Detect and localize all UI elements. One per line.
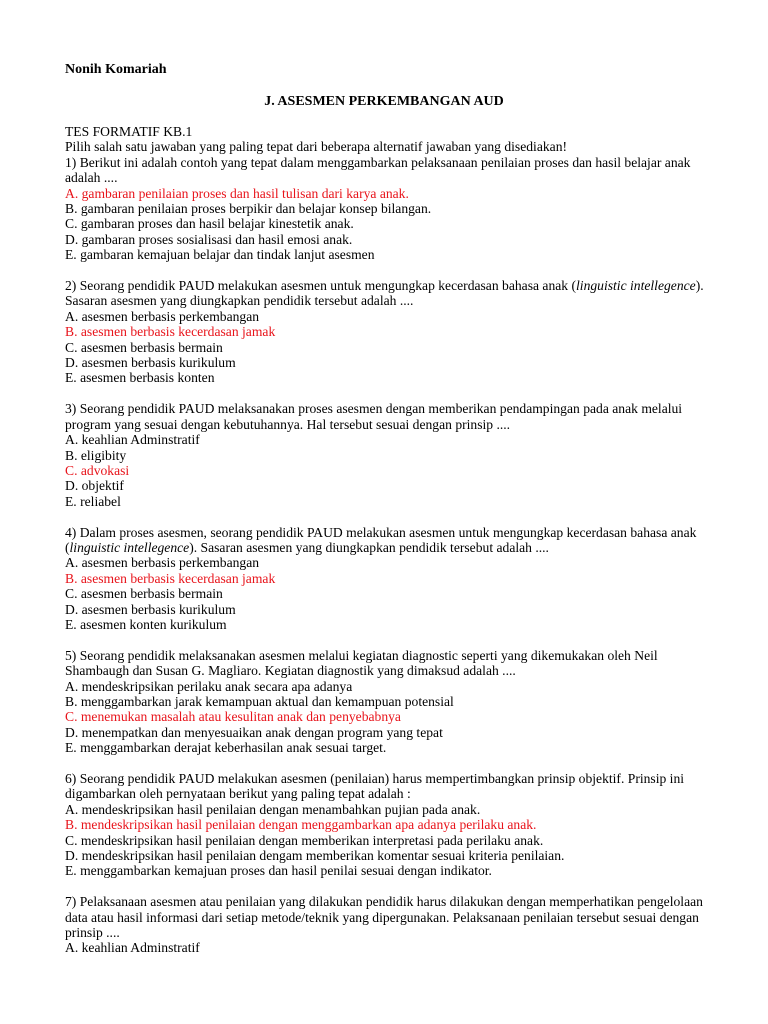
answer-option: D. asesmen berbasis kurikulum	[65, 355, 236, 371]
question-2	[65, 278, 715, 386]
answer-option: D. objektif	[65, 478, 124, 494]
test-title: TES FORMATIF KB.1	[65, 124, 193, 139]
answer-option: A. keahlian Adminstratif	[65, 432, 200, 448]
answer-option: A. asesmen berbasis perkembangan	[65, 555, 260, 571]
stem-text: ). Sasaran asesmen yang diungkapkan pendidik tersebut adalah ....	[189, 539, 549, 555]
question-stem	[65, 278, 715, 309]
answer-option: B. gambaran penilaian proses berpikir dan belajar konsep bilangan.	[65, 201, 432, 217]
question-4	[65, 525, 715, 633]
answer-option: C. menemukan masalah atau kesulitan anak dan penyebabnya	[65, 709, 401, 725]
question-1	[65, 155, 715, 263]
question-stem: 5) Seorang pendidik melaksanakan asesmen melalui kegiatan diagnostic seperti yang dikemukakan oleh Neil Shambaugh dan Susan G. Magliaro. Kegiatan diagnostik yang dimaksud adalah ....	[65, 647, 658, 679]
answer-option: D. menempatkan dan menyesuaikan anak dengan program yang tepat	[65, 724, 443, 740]
answer-option: D. asesmen berbasis kurikulum	[65, 601, 236, 617]
answer-option: E. asesmen berbasis konten	[65, 370, 215, 386]
author-name: Nonih Komariah	[65, 62, 167, 77]
answer-option: E. asesmen konten kurikulum	[65, 616, 227, 632]
instruction: Pilih salah satu jawaban yang paling tepat dari beberapa alternatif jawaban yang disediakan!	[65, 139, 568, 155]
answer-option: B. eligibity	[65, 447, 127, 463]
answer-option: E. menggambarkan derajat keberhasilan anak sesuai target.	[65, 740, 387, 756]
answer-option: A. asesmen berbasis perkembangan	[65, 308, 260, 324]
stem-text: 4) Dalam proses asesmen, seorang pendidik PAUD melakukan asesmen untuk mengungkap kecerdasan bahasa anak (	[65, 524, 697, 555]
answer-option: A. gambaran penilaian proses dan hasil tulisan dari karya anak.	[65, 185, 409, 201]
answer-option: C. asesmen berbasis bermain	[65, 586, 223, 602]
question-stem	[65, 525, 715, 556]
answer-option: B. asesmen berbasis kecerdasan jamak	[65, 324, 276, 340]
answer-option: B. menggambarkan jarak kemampuan aktual dan kemampuan potensial	[65, 693, 454, 709]
question-stem: 6) Seorang pendidik PAUD melakukan asesmen (penilaian) harus mempertimbangkan prinsip objektif. Prinsip ini digambarkan oleh pernyataan berikut yang paling tepat adalah :	[65, 770, 685, 802]
stem-text: ). Sasaran asesmen yang diungkapkan pendidik tersebut adalah ....	[65, 278, 704, 309]
answer-option: B. mendeskripsikan hasil penilaian dengan menggambarkan apa adanya perilaku anak.	[65, 817, 537, 833]
document-body	[65, 124, 715, 956]
answer-option: D. mendeskripsikan hasil penilaian dengam memberikan komentar sesuai kriteria penilaian.	[65, 848, 565, 864]
stem-italic-term: linguistic intellegence	[69, 539, 190, 555]
answer-option: E. menggambarkan kemajuan proses dan hasil penilai sesuai dengan indikator.	[65, 863, 492, 879]
answer-option: C. gambaran proses dan hasil belajar kinestetik anak.	[65, 216, 354, 232]
stem-text: 2) Seorang pendidik PAUD melakukan asesmen untuk mengungkap kecerdasan bahasa anak (	[65, 278, 577, 294]
answer-option: C. asesmen berbasis bermain	[65, 339, 223, 355]
question-5	[65, 648, 715, 756]
question-3	[65, 401, 715, 509]
answer-option: C. mendeskripsikan hasil penilaian dengan memberikan interpretasi pada perilaku anak.	[65, 832, 544, 848]
answer-option: B. asesmen berbasis kecerdasan jamak	[65, 570, 276, 586]
question-stem: 3) Seorang pendidik PAUD melaksanakan proses asesmen dengan memberikan pendampingan pada anak melalui program yang sesuai dengan kebutuhannya. Hal tersebut sesuai dengan prinsip ....	[65, 401, 683, 432]
answer-option: E. gambaran kemajuan belajar dan tindak lanjut asesmen	[65, 247, 375, 263]
question-stem: 1) Berikut ini adalah contoh yang tepat dalam menggambarkan pelaksanaan penilaian proses dan hasil belajar anak adalah ....	[65, 154, 691, 186]
question-6	[65, 771, 715, 879]
document-title: J. ASESMEN PERKEMBANGAN AUD	[264, 94, 504, 109]
stem-italic-term: linguistic intellegence	[576, 278, 696, 294]
answer-option: A. keahlian Adminstratif	[65, 940, 200, 956]
question-7	[65, 894, 715, 956]
answer-option: A. mendeskripsikan hasil penilaian dengan menambahkan pujian pada anak.	[65, 801, 481, 817]
answer-option: C. advokasi	[65, 462, 130, 478]
answer-option: E. reliabel	[65, 493, 121, 509]
answer-option: A. mendeskripsikan perilaku anak secara apa adanya	[65, 678, 353, 694]
answer-option: D. gambaran proses sosialisasi dan hasil emosi anak.	[65, 231, 353, 247]
question-stem: 7) Pelaksanaan asesmen atau penilaian yang dilakukan pendidik harus dilakukan dengan memperhatikan pengelolaan data atau hasil informasi dari setiap metode/teknik yang dipergunakan. Pelaksanaan penilaian tersebut sesuai dengan prinsip ....	[65, 894, 703, 941]
